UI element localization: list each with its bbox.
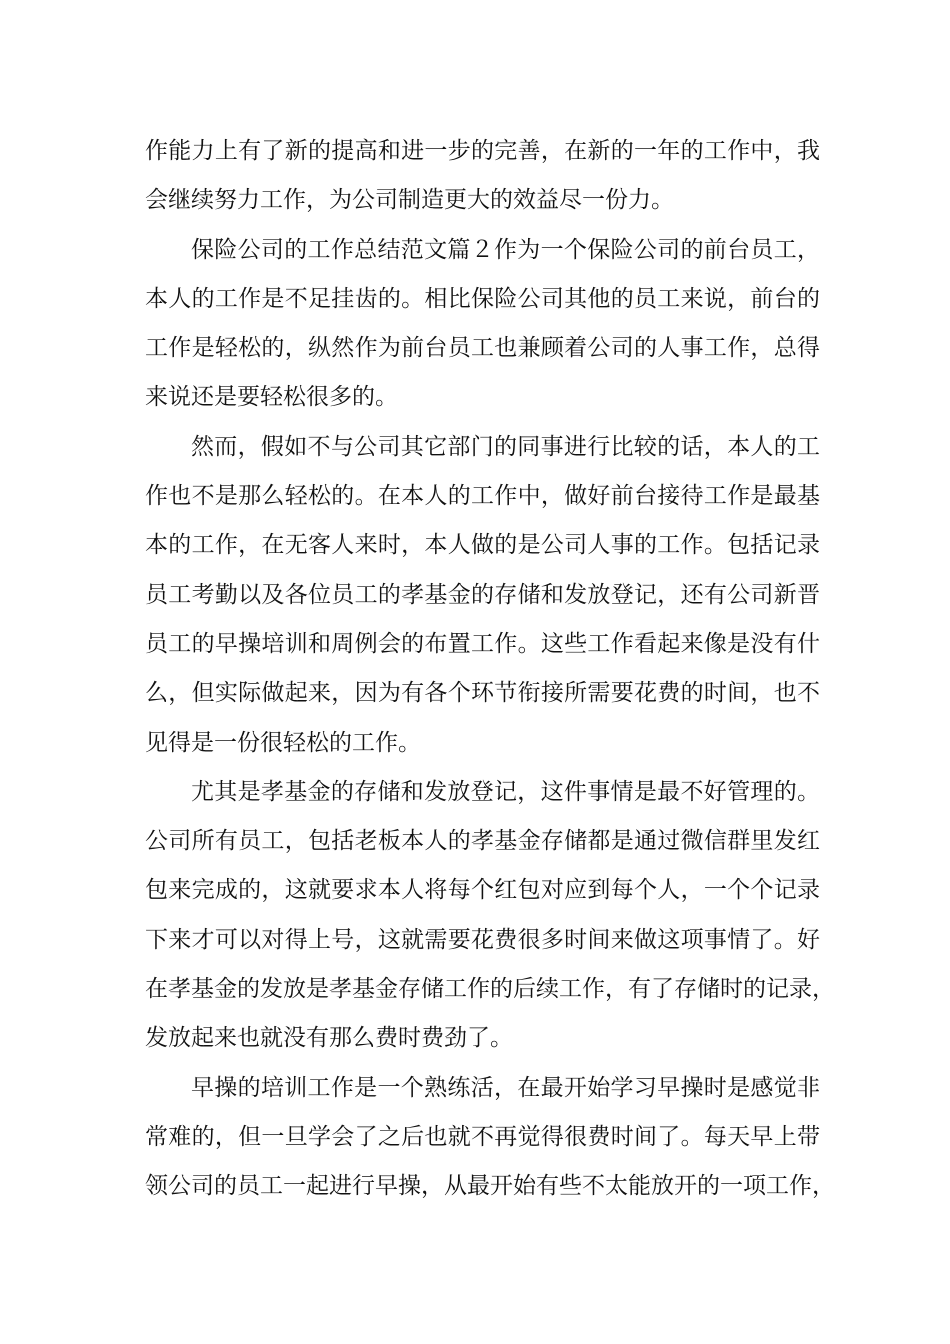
text-line: 在孝基金的发放是孝基金存储工作的后续工作，有了存储时的记录， <box>145 976 835 1003</box>
text-line: 来说还是要轻松很多的。 <box>145 384 398 411</box>
text-line: 常难的，但一旦学会了之后也就不再觉得很费时间了。每天早上带 <box>145 1123 820 1150</box>
text-line: 下来才可以对得上号，这就需要花费很多时间来做这项事情了。好 <box>145 926 820 953</box>
paragraph-first-line: 尤其是孝基金的存储和发放登记，这件事情是最不好管理的。 <box>191 778 820 805</box>
text-line: 么，但实际做起来，因为有各个环节衔接所需要花费的时间，也不 <box>145 680 820 707</box>
text-line: 本的工作，在无客人来时，本人做的是公司人事的工作。包括记录 <box>145 532 820 559</box>
text-line: 见得是一份很轻松的工作。 <box>145 729 421 756</box>
text-line: 本人的工作是不足挂齿的。相比保险公司其他的员工来说，前台的 <box>145 285 820 312</box>
text-line: 包来完成的，这就要求本人将每个红包对应到每个人，一个个记录 <box>145 877 820 904</box>
paragraph-first-line: 然而，假如不与公司其它部门的同事进行比较的话，本人的工 <box>191 433 820 460</box>
text-line: 员工的早操培训和周例会的布置工作。这些工作看起来像是没有什 <box>145 630 820 657</box>
text-line: 员工考勤以及各位员工的孝基金的存储和发放登记，还有公司新晋 <box>145 581 820 608</box>
text-line: 发放起来也就没有那么费时费劲了。 <box>145 1025 513 1052</box>
text-line: 公司所有员工，包括老板本人的孝基金存储都是通过微信群里发红 <box>145 828 820 855</box>
text-line: 作也不是那么轻松的。在本人的工作中，做好前台接待工作是最基 <box>145 483 820 510</box>
text-line: 工作是轻松的，纵然作为前台员工也兼顾着公司的人事工作，总得 <box>145 335 820 362</box>
text-line: 会继续努力工作，为公司制造更大的效益尽一份力。 <box>145 187 674 214</box>
text-line: 领公司的员工一起进行早操，从最开始有些不太能放开的一项工作， <box>145 1173 835 1200</box>
paragraph-first-line: 早操的培训工作是一个熟练活，在最开始学习早操时是感觉非 <box>191 1074 820 1101</box>
text-line: 作能力上有了新的提高和进一步的完善，在新的一年的工作中，我 <box>145 138 820 164</box>
document-body <box>145 127 835 1212</box>
paragraph-first-line: 保险公司的工作总结范文篇２作为一个保险公司的前台员工， <box>191 236 820 263</box>
